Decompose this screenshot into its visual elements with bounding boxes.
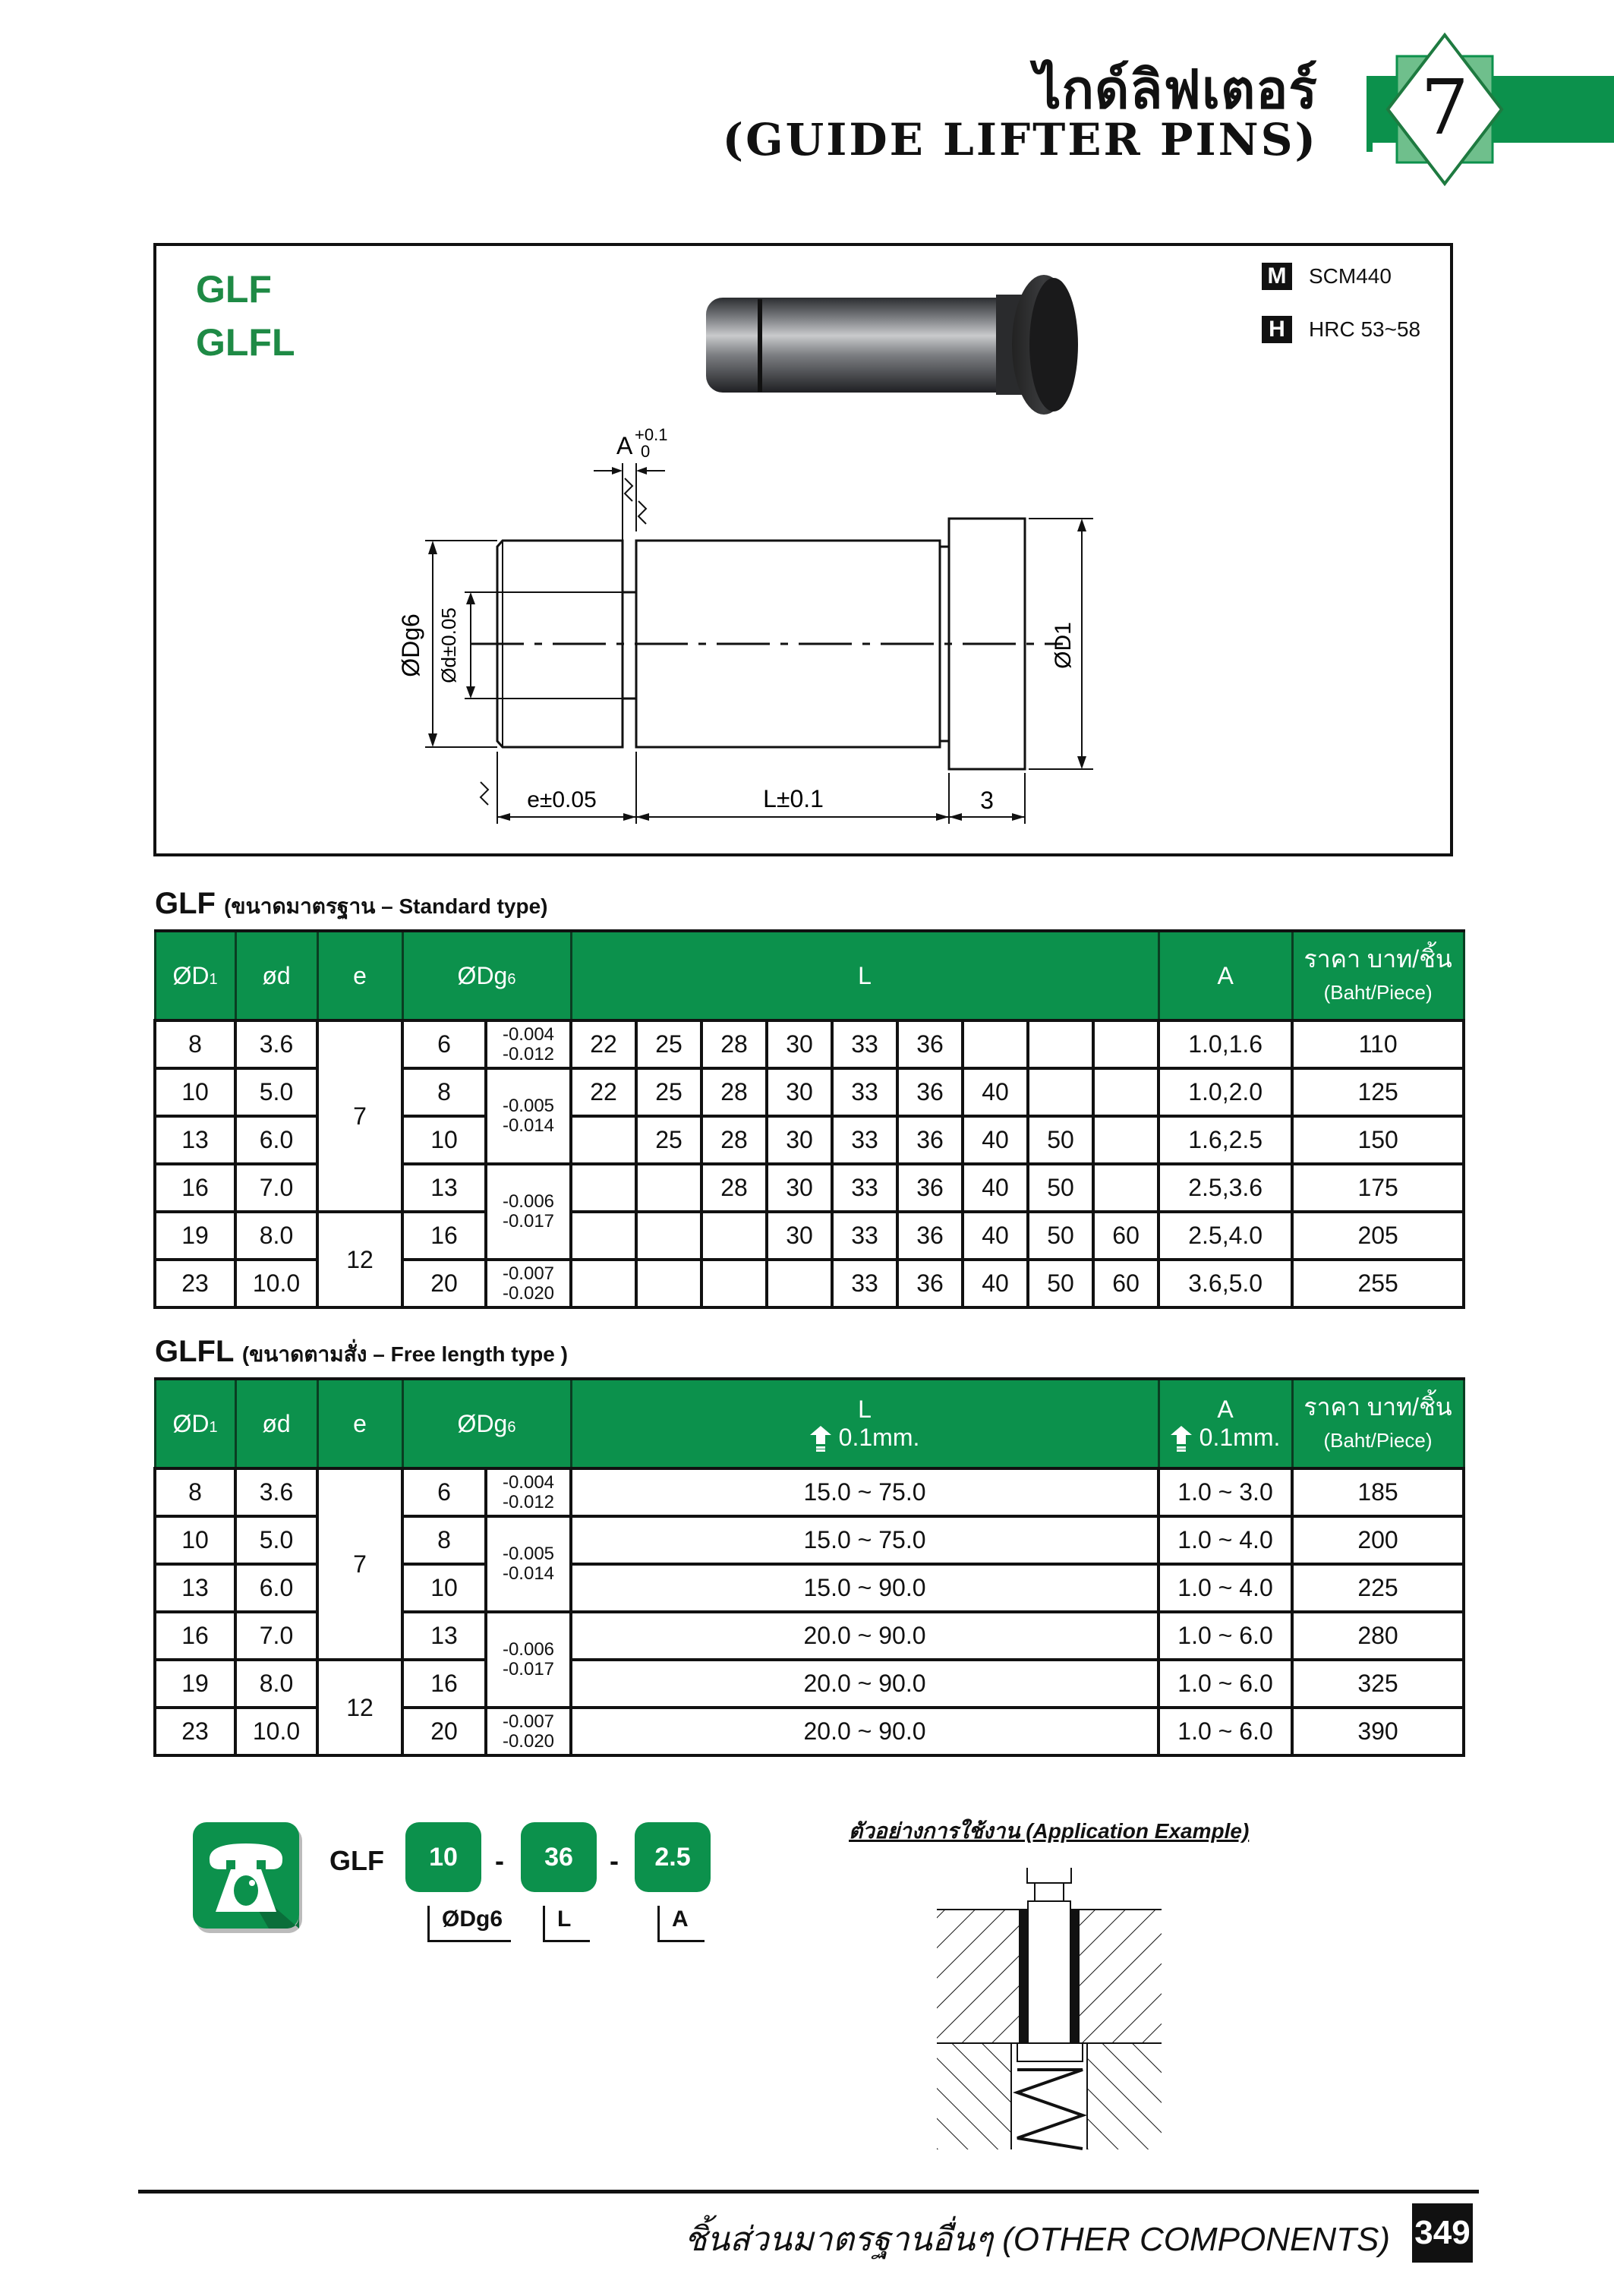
bushing-right bbox=[1070, 1910, 1080, 2043]
cell-dg6: 8 bbox=[402, 1068, 486, 1116]
cell-d: 6.0 bbox=[235, 1564, 317, 1612]
cell-d1: 8 bbox=[155, 1468, 235, 1516]
chapter-badge bbox=[1367, 30, 1614, 190]
label-dg6: ØDg6 bbox=[397, 613, 424, 677]
technical-drawing bbox=[334, 410, 1291, 835]
label-a: A bbox=[616, 432, 633, 459]
order-label-a: A bbox=[657, 1906, 705, 1942]
cell-l: 25 bbox=[636, 1068, 701, 1116]
cell-d: 8.0 bbox=[235, 1212, 317, 1260]
lifter-pin-neck bbox=[1035, 1883, 1064, 1901]
tolerance-cell bbox=[486, 1516, 571, 1612]
cell-l-range: 20.0 ~ 90.0 bbox=[571, 1660, 1158, 1708]
cell-l: 28 bbox=[701, 1164, 767, 1212]
model-name-glfl: GLFL bbox=[196, 321, 295, 364]
cell-l: 33 bbox=[832, 1164, 897, 1212]
cell-l: 36 bbox=[897, 1212, 963, 1260]
footer-divider bbox=[138, 2190, 1479, 2194]
cell-dg6: 6 bbox=[402, 1468, 486, 1516]
cell-price: 185 bbox=[1292, 1468, 1464, 1516]
cell-a: 1.0 ~ 4.0 bbox=[1158, 1564, 1292, 1612]
pin-groove bbox=[758, 299, 762, 392]
upper-plate-left bbox=[937, 1910, 1019, 2043]
cell-l: 28 bbox=[701, 1116, 767, 1164]
cell-a: 1.0 ~ 4.0 bbox=[1158, 1516, 1292, 1564]
cell-l bbox=[1093, 1116, 1158, 1164]
tolerance-upper: -0.004 bbox=[502, 1023, 555, 1045]
model-name-glf: GLF bbox=[196, 268, 272, 311]
cell-l: 40 bbox=[963, 1212, 1028, 1260]
cell-e: 12 bbox=[317, 1660, 402, 1755]
cell-d1: 19 bbox=[155, 1660, 235, 1708]
cell-e: 7 bbox=[317, 1020, 402, 1212]
surface-finish-icon bbox=[625, 478, 632, 501]
tolerance-upper: -0.007 bbox=[502, 1263, 555, 1284]
cell-l: 22 bbox=[571, 1068, 636, 1116]
cell-d: 7.0 bbox=[235, 1612, 317, 1660]
tolerance-upper: -0.006 bbox=[502, 1639, 555, 1660]
pin-shaft bbox=[706, 298, 1025, 393]
cell-l: 33 bbox=[832, 1068, 897, 1116]
tolerance-lower: -0.017 bbox=[502, 1659, 555, 1679]
pin-head-face bbox=[1029, 278, 1078, 412]
glf-col-d: ød bbox=[235, 931, 317, 1020]
cell-e: 12 bbox=[317, 1212, 402, 1307]
cell-d: 7.0 bbox=[235, 1164, 317, 1212]
cell-l: 50 bbox=[1028, 1164, 1093, 1212]
product-photo bbox=[698, 266, 1139, 418]
cell-price: 125 bbox=[1292, 1068, 1464, 1116]
tolerance-upper: -0.005 bbox=[502, 1544, 555, 1564]
glfl-col-e: e bbox=[317, 1379, 402, 1468]
cell-l bbox=[701, 1212, 767, 1260]
tolerance-cell bbox=[486, 1020, 571, 1068]
glf-col-price: ราคา บาท/ชิ้น (Baht/Piece) bbox=[1292, 931, 1464, 1020]
cell-d: 8.0 bbox=[235, 1660, 317, 1708]
cell-l-range: 15.0 ~ 75.0 bbox=[571, 1468, 1158, 1516]
tolerance-cell bbox=[486, 1708, 571, 1755]
cell-a: 2.5,4.0 bbox=[1158, 1212, 1292, 1260]
hardness-value: HRC 53~58 bbox=[1309, 317, 1421, 341]
order-code-dg6: 10 bbox=[405, 1822, 481, 1892]
tolerance-lower: -0.012 bbox=[502, 1491, 555, 1512]
label-d1: ØD1 bbox=[1051, 622, 1076, 669]
label-l: L±0.1 bbox=[763, 785, 824, 812]
material-key-icon: M bbox=[1262, 263, 1292, 290]
table-row bbox=[155, 1212, 1464, 1260]
cell-l: 30 bbox=[767, 1020, 832, 1068]
cell-l: 36 bbox=[897, 1020, 963, 1068]
cell-l bbox=[1093, 1164, 1158, 1212]
cell-l bbox=[571, 1116, 636, 1164]
increment-arrow-icon bbox=[810, 1426, 831, 1452]
cell-l: 28 bbox=[701, 1068, 767, 1116]
cell-d1: 13 bbox=[155, 1564, 235, 1612]
glf-col-e: e bbox=[317, 931, 402, 1020]
cell-l: 40 bbox=[963, 1164, 1028, 1212]
cell-dg6: 13 bbox=[402, 1612, 486, 1660]
glfl-col-l: L 0.1mm. bbox=[571, 1379, 1158, 1468]
glfl-subtitle: (ขนาดตามสั่ง – Free length type ) bbox=[241, 1342, 568, 1366]
cell-d1: 8 bbox=[155, 1020, 235, 1068]
page-title-thai: ไกด์ลิฟเตอร์ bbox=[1034, 58, 1318, 121]
cell-l: 22 bbox=[571, 1020, 636, 1068]
cell-l bbox=[636, 1212, 701, 1260]
cell-l: 33 bbox=[832, 1260, 897, 1307]
tolerance-cell bbox=[486, 1164, 571, 1260]
tolerance-upper: -0.004 bbox=[502, 1471, 555, 1493]
glfl-col-d1: ØD1 bbox=[155, 1379, 235, 1468]
upper-plate-right bbox=[1080, 1910, 1162, 2043]
cell-price: 325 bbox=[1292, 1660, 1464, 1708]
cell-a: 1.0 ~ 6.0 bbox=[1158, 1660, 1292, 1708]
tolerance-cell bbox=[486, 1260, 571, 1307]
cell-l bbox=[1028, 1068, 1093, 1116]
surface-finish-icon bbox=[481, 782, 488, 805]
cell-a: 2.5,3.6 bbox=[1158, 1164, 1292, 1212]
cell-dg6: 16 bbox=[402, 1660, 486, 1708]
label-a-lower: 0 bbox=[641, 442, 651, 461]
order-code-separator: - bbox=[495, 1845, 504, 1876]
cell-l: 60 bbox=[1093, 1260, 1158, 1307]
tolerance-cell bbox=[486, 1468, 571, 1516]
cell-dg6: 10 bbox=[402, 1116, 486, 1164]
tolerance-lower: -0.020 bbox=[502, 1730, 555, 1752]
cell-l bbox=[767, 1260, 832, 1307]
cell-dg6: 10 bbox=[402, 1564, 486, 1612]
lifter-pin-head bbox=[1017, 2043, 1083, 2061]
cell-l bbox=[1093, 1020, 1158, 1068]
lower-plate-left bbox=[937, 2043, 1011, 2149]
cell-price: 200 bbox=[1292, 1516, 1464, 1564]
cell-l bbox=[1093, 1068, 1158, 1116]
glfl-header-row bbox=[155, 1379, 1464, 1468]
lower-plate-right bbox=[1087, 2043, 1162, 2149]
cell-d1: 13 bbox=[155, 1116, 235, 1164]
cell-l: 30 bbox=[767, 1212, 832, 1260]
cell-l: 40 bbox=[963, 1116, 1028, 1164]
cell-l bbox=[963, 1020, 1028, 1068]
tolerance-lower: -0.014 bbox=[502, 1115, 555, 1136]
cell-l: 30 bbox=[767, 1116, 832, 1164]
cell-dg6: 6 bbox=[402, 1020, 486, 1068]
cell-l: 36 bbox=[897, 1068, 963, 1116]
cell-dg6: 13 bbox=[402, 1164, 486, 1212]
order-code-l: 36 bbox=[521, 1822, 597, 1892]
cell-price: 255 bbox=[1292, 1260, 1464, 1307]
cell-d1: 10 bbox=[155, 1068, 235, 1116]
cell-l-range: 20.0 ~ 90.0 bbox=[571, 1612, 1158, 1660]
cell-l: 30 bbox=[767, 1068, 832, 1116]
cell-l: 33 bbox=[832, 1212, 897, 1260]
cell-d1: 10 bbox=[155, 1516, 235, 1564]
cell-a: 1.0 ~ 6.0 bbox=[1158, 1708, 1292, 1755]
page-title-english: (GUIDE LIFTER PINS) bbox=[722, 114, 1318, 166]
cell-l-range: 15.0 ~ 90.0 bbox=[571, 1564, 1158, 1612]
cell-l: 36 bbox=[897, 1260, 963, 1307]
increment-arrow-icon bbox=[1171, 1426, 1192, 1452]
tolerance-cell bbox=[486, 1612, 571, 1708]
application-example-diagram bbox=[926, 1868, 1215, 2156]
cell-d: 10.0 bbox=[235, 1260, 317, 1307]
cell-price: 205 bbox=[1292, 1212, 1464, 1260]
cell-price: 280 bbox=[1292, 1612, 1464, 1660]
cell-d: 3.6 bbox=[235, 1020, 317, 1068]
cell-l: 33 bbox=[832, 1116, 897, 1164]
glf-col-dg6: ØDg6 bbox=[402, 931, 571, 1020]
cell-d: 5.0 bbox=[235, 1516, 317, 1564]
tolerance-lower: -0.020 bbox=[502, 1282, 555, 1304]
cell-a: 3.6,5.0 bbox=[1158, 1260, 1292, 1307]
cell-e: 7 bbox=[317, 1468, 402, 1660]
cell-price: 390 bbox=[1292, 1708, 1464, 1755]
spring-icon bbox=[1017, 2070, 1083, 2149]
cell-d: 3.6 bbox=[235, 1468, 317, 1516]
cell-a: 1.6,2.5 bbox=[1158, 1116, 1292, 1164]
cell-l: 60 bbox=[1093, 1212, 1158, 1260]
cell-a: 1.0,2.0 bbox=[1158, 1068, 1292, 1116]
order-code-a: 2.5 bbox=[635, 1822, 711, 1892]
cell-l bbox=[636, 1260, 701, 1307]
glfl-col-dg6: ØDg6 bbox=[402, 1379, 571, 1468]
glf-section-title bbox=[155, 887, 548, 923]
cell-l: 50 bbox=[1028, 1212, 1093, 1260]
cell-l: 25 bbox=[636, 1020, 701, 1068]
glf-table bbox=[153, 929, 1465, 1309]
cell-d: 5.0 bbox=[235, 1068, 317, 1116]
order-label-dg6: ØDg6 bbox=[427, 1906, 511, 1942]
surface-finish-icon bbox=[638, 501, 646, 524]
order-code-separator: - bbox=[610, 1845, 619, 1876]
label-a-upper: +0.1 bbox=[635, 425, 668, 444]
tolerance-cell bbox=[486, 1068, 571, 1164]
cell-l-range: 15.0 ~ 75.0 bbox=[571, 1516, 1158, 1564]
hardness-spec bbox=[1262, 316, 1420, 343]
cell-l: 25 bbox=[636, 1116, 701, 1164]
footer-section-name: ชิ้นส่วนมาตรฐานอื่นๆ (OTHER COMPONENTS) bbox=[684, 2221, 1390, 2258]
phone-order-icon bbox=[193, 1822, 302, 1933]
cell-l bbox=[571, 1164, 636, 1212]
label-d: Ød±0.05 bbox=[437, 607, 460, 683]
cell-dg6: 20 bbox=[402, 1708, 486, 1755]
cell-l: 28 bbox=[701, 1020, 767, 1068]
chapter-number: 7 bbox=[1420, 63, 1469, 152]
cell-d: 10.0 bbox=[235, 1708, 317, 1755]
glfl-title: GLFL bbox=[155, 1335, 234, 1368]
cell-l-range: 20.0 ~ 90.0 bbox=[571, 1708, 1158, 1755]
cell-l: 50 bbox=[1028, 1260, 1093, 1307]
cell-l: 33 bbox=[832, 1020, 897, 1068]
tolerance-upper: -0.005 bbox=[502, 1096, 555, 1116]
tolerance-lower: -0.014 bbox=[502, 1563, 555, 1584]
cell-d1: 19 bbox=[155, 1212, 235, 1260]
glf-title: GLF bbox=[155, 887, 216, 920]
application-example-title: ตัวอย่างการใช้งาน (Application Example) bbox=[849, 1819, 1250, 1843]
tolerance-lower: -0.012 bbox=[502, 1043, 555, 1064]
cell-a: 1.0 ~ 3.0 bbox=[1158, 1468, 1292, 1516]
cell-l: 40 bbox=[963, 1260, 1028, 1307]
order-label-l: L bbox=[543, 1906, 590, 1942]
cell-l: 36 bbox=[897, 1164, 963, 1212]
glfl-section-title bbox=[155, 1335, 568, 1371]
hardness-key-icon: H bbox=[1262, 316, 1292, 343]
cell-d1: 23 bbox=[155, 1260, 235, 1307]
cell-l bbox=[636, 1164, 701, 1212]
cell-l bbox=[1028, 1020, 1093, 1068]
cell-d1: 23 bbox=[155, 1708, 235, 1755]
cell-price: 110 bbox=[1292, 1020, 1464, 1068]
glf-header-row bbox=[155, 931, 1464, 1020]
glfl-col-a: A 0.1mm. bbox=[1158, 1379, 1292, 1468]
cell-dg6: 20 bbox=[402, 1260, 486, 1307]
label-head: 3 bbox=[980, 787, 994, 814]
glf-col-l: L bbox=[571, 931, 1158, 1020]
cell-a: 1.0,1.6 bbox=[1158, 1020, 1292, 1068]
cell-l bbox=[571, 1260, 636, 1307]
material-value: SCM440 bbox=[1309, 264, 1392, 288]
glfl-col-price: ราคา บาท/ชิ้น (Baht/Piece) bbox=[1292, 1379, 1464, 1468]
cell-dg6: 8 bbox=[402, 1516, 486, 1564]
label-e: e±0.05 bbox=[527, 787, 597, 812]
tolerance-lower: -0.017 bbox=[502, 1211, 555, 1232]
cell-a: 1.0 ~ 6.0 bbox=[1158, 1612, 1292, 1660]
cell-d: 6.0 bbox=[235, 1116, 317, 1164]
tolerance-upper: -0.007 bbox=[502, 1711, 555, 1732]
cell-price: 225 bbox=[1292, 1564, 1464, 1612]
lifter-pin-tip bbox=[1027, 1868, 1071, 1883]
glf-subtitle: (ขนาดมาตรฐาน – Standard type) bbox=[224, 894, 548, 918]
glfl-table bbox=[153, 1377, 1465, 1757]
material-spec bbox=[1262, 263, 1392, 290]
cell-dg6: 16 bbox=[402, 1212, 486, 1260]
cell-price: 150 bbox=[1292, 1116, 1464, 1164]
cell-d1: 16 bbox=[155, 1164, 235, 1212]
cell-d1: 16 bbox=[155, 1612, 235, 1660]
cell-l: 50 bbox=[1028, 1116, 1093, 1164]
cell-l bbox=[571, 1212, 636, 1260]
table-row bbox=[155, 1660, 1464, 1708]
cell-price: 175 bbox=[1292, 1164, 1464, 1212]
glf-col-d1: ØD1 bbox=[155, 931, 235, 1020]
tolerance-upper: -0.006 bbox=[502, 1191, 555, 1212]
page-number: 349 bbox=[1412, 2203, 1473, 2263]
glf-col-a: A bbox=[1158, 931, 1292, 1020]
lifter-pin-body bbox=[1028, 1901, 1070, 2043]
table-row bbox=[155, 1020, 1464, 1068]
order-code-prefix: GLF bbox=[329, 1845, 384, 1876]
glfl-col-d: ød bbox=[235, 1379, 317, 1468]
cell-l: 30 bbox=[767, 1164, 832, 1212]
cell-l bbox=[701, 1260, 767, 1307]
cell-l: 36 bbox=[897, 1116, 963, 1164]
table-row bbox=[155, 1468, 1464, 1516]
cell-l: 40 bbox=[963, 1068, 1028, 1116]
bushing-left bbox=[1019, 1910, 1028, 2043]
